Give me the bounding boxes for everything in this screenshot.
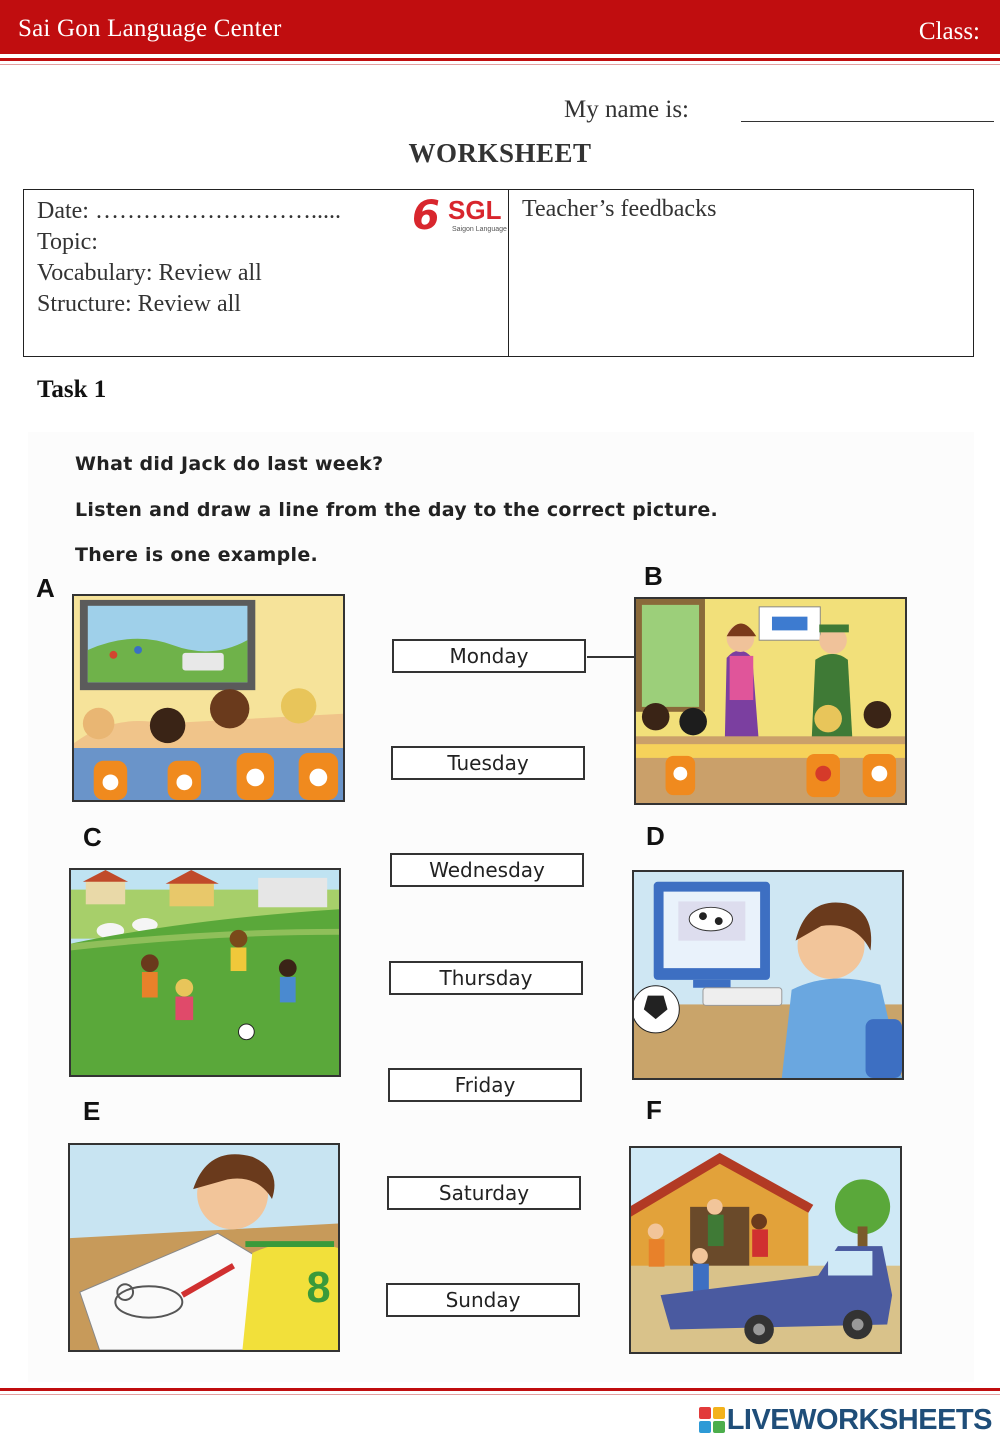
liveworksheets-icon xyxy=(699,1407,725,1433)
instruction-example: There is one example. xyxy=(75,544,319,566)
date-line: Date: ………………………..... xyxy=(37,198,341,224)
day-box-monday[interactable]: Monday xyxy=(392,639,586,673)
name-label: My name is: xyxy=(564,96,689,123)
structure-line: Structure: Review all xyxy=(37,291,241,317)
vocabulary-line: Vocabulary: Review all xyxy=(37,260,262,286)
day-box-tuesday[interactable]: Tuesday xyxy=(391,746,585,780)
sgl-swoosh-icon: 6 xyxy=(412,193,440,239)
letter-f: F xyxy=(646,1095,662,1125)
svg-text:8: 8 xyxy=(306,1264,331,1312)
example-connector-line xyxy=(587,656,636,658)
farmer-visiting-class-picture[interactable] xyxy=(634,597,907,805)
header-rule-thin xyxy=(0,64,1000,65)
farm-truck-picture[interactable] xyxy=(629,1146,902,1354)
letter-d: D xyxy=(646,821,665,851)
day-box-sunday[interactable]: Sunday xyxy=(386,1283,580,1317)
letter-a: A xyxy=(36,573,55,603)
class-watching-tv-picture[interactable] xyxy=(72,594,345,802)
letter-b: B xyxy=(644,561,663,591)
class-label: Class: xyxy=(918,18,980,45)
name-input-line[interactable] xyxy=(741,121,994,122)
boy-at-computer-picture[interactable] xyxy=(632,870,904,1080)
center-name: Sai Gon Language Center xyxy=(18,15,282,42)
letter-c: C xyxy=(83,822,102,852)
page-title: WORKSHEET xyxy=(408,138,592,168)
instruction-task: Listen and draw a line from the day to the correct picture. xyxy=(75,499,719,521)
boy-drawing-cow-picture[interactable] xyxy=(68,1143,340,1352)
kids-playing-football-picture[interactable] xyxy=(69,868,341,1077)
logo-text: SGL xyxy=(448,195,502,225)
teacher-feedback-label: Teacher’s feedbacks xyxy=(522,196,717,222)
task-label: Task 1 xyxy=(37,376,107,403)
footer-rule-thin xyxy=(0,1394,1000,1395)
day-box-friday[interactable]: Friday xyxy=(388,1068,582,1102)
logo-subtext: Saigon Language xyxy=(452,226,507,233)
letter-e: E xyxy=(83,1096,101,1126)
topic-line: Topic: xyxy=(37,229,98,255)
day-box-thursday[interactable]: Thursday xyxy=(389,961,583,995)
liveworksheets-brand: LIVEWORKSHEETS xyxy=(726,1403,992,1436)
header-rule xyxy=(0,58,1000,61)
info-box-divider xyxy=(508,189,509,357)
day-box-saturday[interactable]: Saturday xyxy=(387,1176,581,1210)
header-bar xyxy=(0,0,1000,54)
liveworksheets-logo[interactable] xyxy=(699,1402,992,1438)
sgl-logo xyxy=(412,193,508,239)
day-box-wednesday[interactable]: Wednesday xyxy=(390,853,584,887)
footer-rule xyxy=(0,1388,1000,1391)
instruction-question: What did Jack do last week? xyxy=(75,453,384,475)
